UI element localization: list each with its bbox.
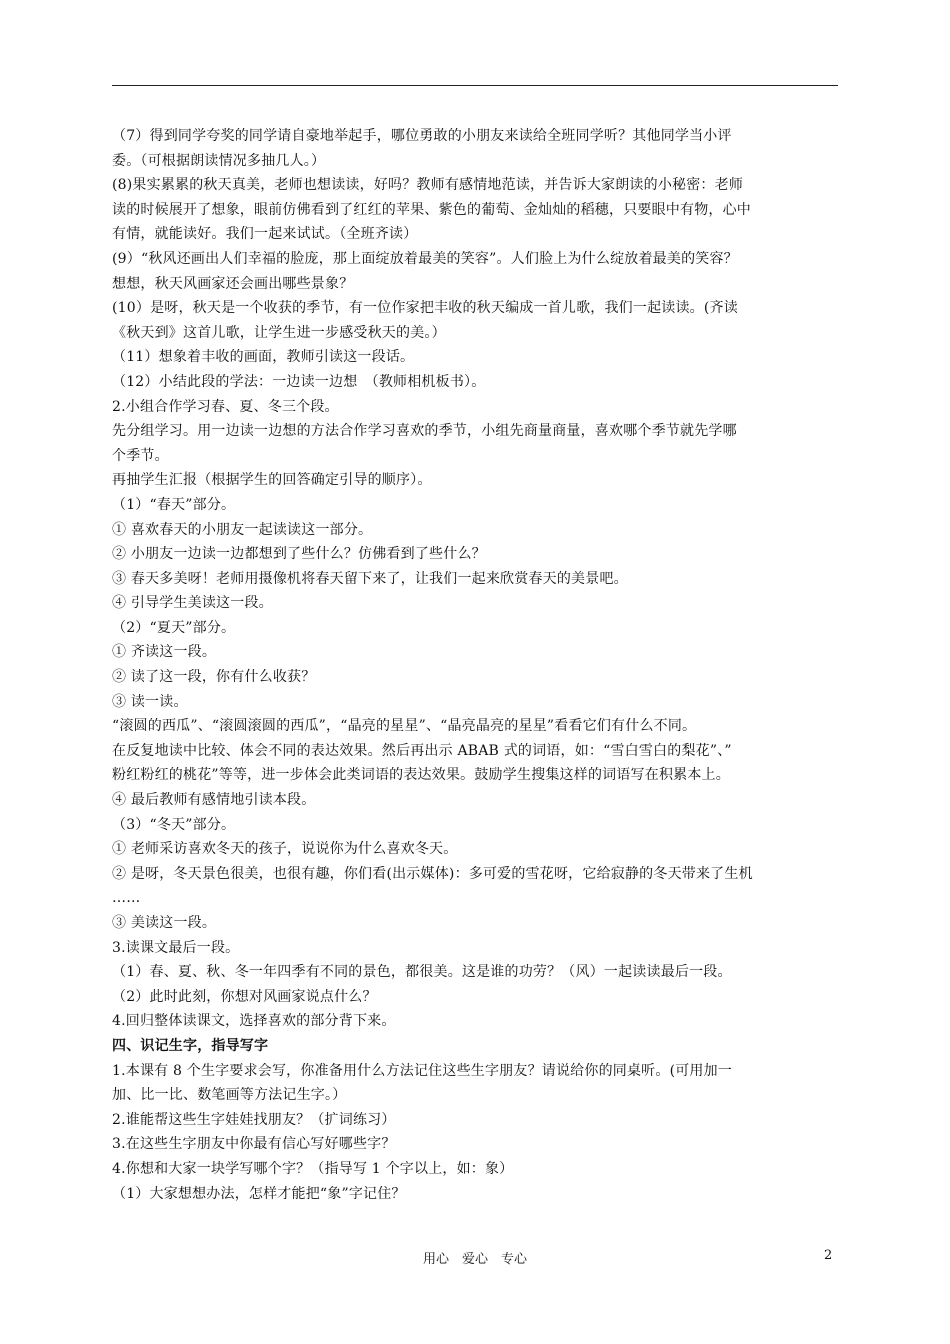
text-line: ② 是呀，冬天景色很美，也很有趣，你们看(出示媒体)：多可爱的雪花呀，它给寂静的冬天带来了生机 — [112, 865, 753, 882]
text-line: …… — [112, 890, 141, 907]
text-line: 2.小组合作学习春、夏、冬三个段。 — [112, 398, 339, 415]
text-line: 3.读课文最后一段。 — [112, 939, 240, 956]
text-line: 读的时候展开了想象，眼前仿佛看到了红红的苹果、紫色的葡萄、金灿灿的稻穗，只要眼中有物，心中 — [112, 201, 751, 218]
text-line: ① 老师采访喜欢冬天的孩子，说说你为什么喜欢冬天。 — [112, 841, 458, 858]
text-line: （2）“夏天”部分。 — [112, 619, 236, 636]
text-line: 1.本课有 8 个生字要求会写，你准备用什么方法记住这些生字朋友？请说给你的同桌听。(可用加一 — [112, 1062, 733, 1079]
text-line: 加、比一比、数笔画等方法记生字。） — [112, 1087, 347, 1104]
text-line: （11）想象着丰收的画面，教师引读这一段话。 — [112, 349, 415, 366]
text-line: ④ 最后教师有感情地引读本段。 — [112, 792, 316, 809]
text-line: ③ 春天多美呀！老师用摄像机将春天留下来了，让我们一起来欣赏春天的美景吧。 — [112, 570, 628, 587]
text-line: 3.在这些生字朋友中你最有信心写好哪些字？ — [112, 1136, 396, 1153]
text-line: 在反复地读中比较、体会不同的表达效果。然后再出示 ABAB 式的词语，如：“雪白雪白的梨花”、” — [112, 742, 732, 759]
text-line: ① 齐读这一段。 — [112, 644, 217, 661]
footer-motto: 用心 爱心 专心 — [422, 1252, 527, 1267]
text-line: ② 读了这一段，你有什么收获？ — [112, 669, 316, 686]
text-line: （3）“冬天”部分。 — [112, 816, 236, 833]
text-line: （2）此时此刻，你想对风画家说点什么？ — [112, 988, 377, 1005]
text-line: 委。（可根据朗读情况多抽几人。） — [112, 152, 326, 169]
text-line: （12）小结此段的学法：一边读一边想 （教师相机板书）。 — [112, 373, 486, 390]
text-line: （1）春、夏、秋、冬一年四季有不同的景色，都很美。这是谁的功劳？（风）一起读读最后一段。 — [112, 964, 732, 981]
text-line: (10）是呀，秋天是一个收获的季节，有一位作家把丰收的秋天编成一首儿歌，我们一起读读。(齐读 — [112, 300, 738, 317]
text-line: 再抽学生汇报（根据学生的回答确定引导的顺序）。 — [112, 472, 432, 489]
text-line: ③ 读一读。 — [112, 693, 188, 710]
page-number: 2 — [824, 1248, 833, 1263]
text-line: （7）得到同学夸奖的同学请自豪地举起手，哪位勇敢的小朋友来读给全班同学听？其他同学当小评 — [112, 128, 732, 144]
text-line: 4.你想和大家一块学写哪个字？（指导写 1 个字以上，如：象） — [112, 1160, 514, 1177]
text-line: 2.谁能帮这些生字娃娃找朋友？（扩词练习） — [112, 1111, 396, 1128]
section-heading: 四、识记生字，指导写字 — [112, 1037, 269, 1054]
text-line: 先分组学习。用一边读一边想的方法合作学习喜欢的季节，小组先商量商量，喜欢哪个季节就先学哪 — [112, 423, 737, 440]
text-line: 4.回归整体读课文，选择喜欢的部分背下来。 — [112, 1013, 396, 1030]
text-line: ① 喜欢春天的小朋友一起读读这一部分。 — [112, 521, 373, 538]
text-line: (8)果实累累的秋天真美，老师也想读读，好吗？教师有感情地范读，并告诉大家朗读的小秘密：老师 — [112, 177, 744, 194]
header-rule — [112, 85, 838, 86]
text-line: 有情，就能读好。我们一起来试试。（全班齐读） — [112, 226, 418, 243]
text-line: 想想，秋天风画家还会画出哪些景象？ — [112, 275, 354, 292]
text-line: （1）“春天”部分。 — [112, 496, 236, 513]
text-line: 个季节。 — [112, 447, 169, 464]
text-line: “滚圆的西瓜”、“滚圆滚圆的西瓜”，“晶亮的星星”、“晶亮晶亮的星星”看看它们有什么不同。 — [112, 718, 697, 735]
text-line: （1）大家想想办法，怎样才能把“象”字记住？ — [112, 1185, 406, 1202]
text-line: 粉红粉红的桃花”等等，进一步体会此类词语的表达效果。鼓励学生搜集这样的词语写在积累本上。 — [112, 767, 730, 784]
text-line: (9）“秋风还画出人们幸福的脸庞，那上面绽放着最美的笑容”。人们脸上为什么绽放着最美的笑容？ — [112, 250, 738, 267]
text-line: ② 小朋友一边读一边都想到了些什么？仿佛看到了些什么？ — [112, 546, 486, 563]
document-body — [112, 124, 842, 1206]
text-line: ④ 引导学生美读这一段。 — [112, 595, 273, 612]
text-line: ③ 美读这一段。 — [112, 915, 217, 931]
text-line: 《秋天到》这首儿歌，让学生进一步感受秋天的美。） — [112, 324, 446, 341]
